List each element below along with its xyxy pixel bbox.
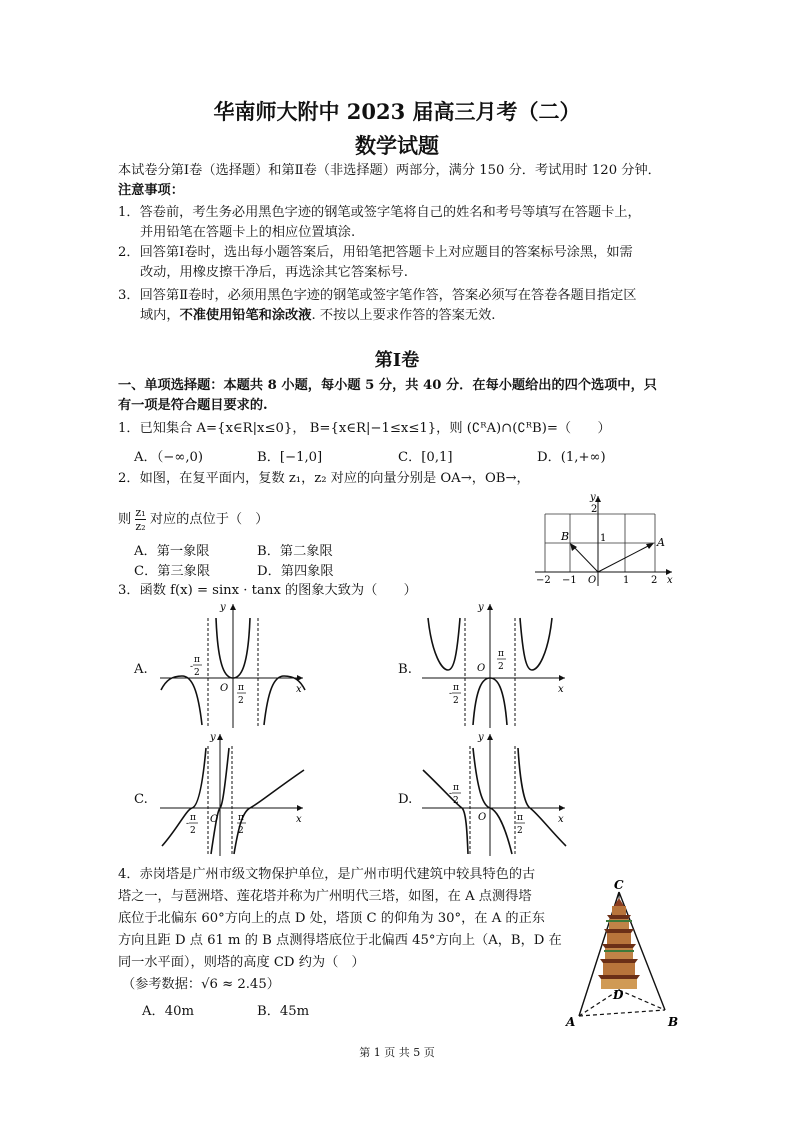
q2-x-label: x — [667, 575, 673, 586]
q2-text-1: 2．如图，在复平面内，复数 z₁，z₂ 对应的向量分别是 OA→，OB→， — [118, 471, 530, 486]
q2-tick-y2: 2 — [591, 504, 598, 515]
q4-label-a: A — [566, 1015, 576, 1028]
q2-origin: O — [588, 575, 597, 586]
pagoda-icon — [598, 898, 640, 989]
q2-vector-oa-arrow-icon — [646, 543, 654, 549]
q3d-y-arrow-icon — [487, 734, 493, 740]
q3a-y-label: y — [220, 602, 226, 613]
page-footer: 第 1 页 共 5 页 — [359, 1046, 435, 1059]
q3a-neg-two: 2 — [194, 668, 200, 678]
notice-title: 注意事项： — [118, 183, 184, 198]
q1-option-d[interactable]: D．(1,+∞) — [537, 450, 606, 465]
intro-line: 本试卷分第Ⅰ卷（选择题）和第Ⅱ卷（非选择题）两部分，满分 150 分．考试用时 120 分钟． — [118, 163, 661, 178]
q3d-curve-center — [473, 748, 512, 854]
q1-option-b[interactable]: B．[−1,0] — [257, 450, 323, 465]
q3d-x-arrow-icon — [559, 805, 565, 811]
q3a-neg-sign: - — [190, 662, 194, 672]
notice-1b: 并用铅笔在答题卡上的相应位置填涂. — [140, 225, 356, 240]
q4-line-5: 同一水平面），则塔的高度 CD 约为（ ） — [118, 955, 365, 970]
section-title: 第Ⅰ卷 — [374, 350, 420, 371]
q3d-curve-right — [518, 748, 566, 846]
q2-complex-plane-figure — [530, 488, 690, 586]
section-heading-2: 有一项是符合题目要求的. — [118, 398, 268, 413]
notice-1a: 1．答卷前，考生务必用黑色字迹的钢笔或签字笔将自己的姓名和考号等填写在答题卡上， — [118, 205, 641, 220]
q2-y-label: y — [590, 492, 596, 503]
q3c-x-arrow-icon — [297, 805, 303, 811]
q3a-y-arrow-icon — [230, 604, 236, 610]
q3a-pos-pi: π — [238, 683, 244, 693]
q2-tick-x1: 1 — [623, 575, 630, 586]
q2-text-pre: 则 — [118, 512, 132, 527]
notice-3b — [140, 307, 495, 325]
q3c-pos-pi: π — [238, 813, 244, 823]
q2-frac-den: z₂ — [135, 520, 146, 533]
q4-reference-data: （参考数据：√6 ≈ 2.45） — [122, 977, 280, 992]
q3c-y-label: y — [210, 732, 216, 743]
q4-line-3: 底位于北偏东 60°方向上的点 D 处，塔顶 C 的仰角为 30°，在 A 的正东 — [118, 911, 545, 926]
notice-3a: 3．回答第Ⅱ卷时，必须用黑色字迹的钢笔或签字笔作答，答案必须写在答卷各题目指定区 — [118, 288, 637, 303]
q3d-neg-two: 2 — [453, 796, 459, 806]
q3d-origin: O — [478, 812, 487, 823]
q1-text: 1．已知集合 A={x∈R|x≤0}， B={x∈R|−1≤x≤1}，则 (∁ᴿA)∩(∁ᴿB)=（ ） — [118, 421, 611, 436]
notice-3b-post: . 不按以上要求作答的答案无效. — [311, 308, 496, 323]
q2-tick-xm2: −2 — [536, 575, 551, 586]
section-heading-1: 一、单项选择题：本题共 8 小题，每小题 5 分，共 40 分．在每小题给出的四个选项中，只 — [118, 378, 657, 393]
q3-option-a[interactable]: A. — [134, 662, 148, 677]
q3b-x-arrow-icon — [559, 675, 565, 681]
q2-fraction — [135, 506, 145, 533]
q3-graph-d[interactable] — [420, 730, 570, 858]
q3b-pos-pi: π — [498, 649, 504, 659]
q3a-neg-pi: π — [194, 655, 200, 665]
q3c-y-arrow-icon — [217, 734, 223, 740]
q4-line-2: 塔之一，与琶洲塔、莲花塔并称为广州明代三塔，如图，在 A 点测得塔 — [118, 889, 532, 904]
q4-line-4: 方向且距 D 点 61 m 的 B 点测得塔底位于北偏西 45°方向上（A，B，D 在 — [118, 933, 562, 948]
q3b-origin: O — [477, 663, 486, 674]
notice-2b: 改动，用橡皮擦干净后，再选涂其它答案标号. — [140, 265, 408, 280]
q2-option-a[interactable]: A．第一象限 — [134, 544, 210, 559]
q3c-x-label: x — [296, 814, 302, 825]
q3c-neg-two: 2 — [190, 826, 196, 836]
q3-text: 3．函数 f(x) = sinx · tanx 的图象大致为（ ） — [118, 583, 417, 598]
q2-tick-y1: 1 — [600, 533, 607, 544]
q3d-x-label: x — [558, 814, 564, 825]
q1-option-a[interactable]: A．（−∞,0) — [134, 450, 204, 465]
q2-text-2 — [118, 506, 269, 533]
q3-option-c[interactable]: C. — [134, 792, 148, 807]
q3c-neg-pi: π — [190, 813, 196, 823]
q3c-neg-sign: - — [186, 819, 190, 829]
q3d-neg-sign: - — [449, 789, 453, 799]
q3-option-b[interactable]: B. — [398, 662, 412, 677]
q3a-origin: O — [220, 683, 229, 694]
q4-label-c: C — [614, 878, 624, 892]
q3b-curve-right — [520, 618, 552, 670]
q3-graph-a[interactable] — [158, 600, 308, 730]
notice-2a: 2．回答第Ⅰ卷时，选出每小题答案后，用铅笔把答题卡上对应题目的答案标号涂黑，如需 — [118, 245, 633, 260]
page-title: 华南师大附中 2023 届高三月考（二） — [213, 99, 581, 124]
q2-y-arrow-icon — [595, 496, 601, 502]
q2-frac-num: z₁ — [135, 506, 146, 519]
q3b-neg-two: 2 — [453, 696, 459, 706]
q3c-curve-right — [234, 770, 304, 854]
q3-graph-b[interactable] — [420, 600, 570, 730]
notice-3b-pre: 域内， — [140, 308, 180, 323]
q2-option-d[interactable]: D．第四象限 — [257, 564, 334, 579]
q2-tick-x2: 2 — [651, 575, 658, 586]
q1-option-c[interactable]: C．[0,1] — [398, 450, 453, 465]
q3b-neg-sign: - — [449, 689, 453, 699]
q3d-pos-two: 2 — [517, 826, 523, 836]
q3-graph-c[interactable] — [158, 730, 308, 858]
q3a-x-label: x — [296, 684, 302, 695]
q2-option-c[interactable]: C．第三象限 — [134, 564, 211, 579]
q4-line-1: 4．赤岗塔是广州市级文物保护单位，是广州市明代建筑中较具特色的古 — [118, 867, 536, 882]
q2-tick-xm1: −1 — [562, 575, 577, 586]
q3d-neg-pi: π — [453, 783, 459, 793]
q2-point-a: A — [657, 536, 665, 549]
q3d-pos-pi: π — [517, 813, 523, 823]
q3b-curve-left — [428, 618, 460, 670]
q3b-x-label: x — [558, 684, 564, 695]
page-subtitle: 数学试题 — [355, 133, 439, 158]
q3c-curve-left — [162, 748, 206, 846]
q3d-y-label: y — [478, 732, 484, 743]
notice-3b-bold: 不准使用铅笔和涂改液 — [179, 308, 312, 323]
q2-point-b: B — [561, 530, 570, 543]
q4-option-a[interactable]: A．40m — [142, 1004, 194, 1019]
q3c-pos-two: 2 — [238, 826, 244, 836]
q3b-neg-pi: π — [453, 683, 459, 693]
q2-text-post: 对应的点位于（ ） — [149, 512, 269, 527]
q3b-pos-two: 2 — [498, 662, 504, 672]
q3-option-d[interactable]: D. — [398, 792, 413, 807]
q3b-y-label: y — [478, 602, 484, 613]
q3c-origin: O — [210, 814, 219, 825]
q3a-pos-two: 2 — [238, 696, 244, 706]
q3b-y-arrow-icon — [487, 604, 493, 610]
q4-label-d: D — [613, 988, 624, 1002]
q4-tower-figure — [562, 878, 682, 1028]
q4-option-b[interactable]: B．45m — [257, 1004, 310, 1019]
q3a-curve-left — [161, 676, 202, 725]
q4-line-ab — [579, 1010, 665, 1016]
q3d-curve-left — [423, 770, 468, 854]
q4-label-b: B — [668, 1015, 679, 1028]
q2-vector-ob — [572, 545, 598, 572]
q2-option-b[interactable]: B．第二象限 — [257, 544, 333, 559]
